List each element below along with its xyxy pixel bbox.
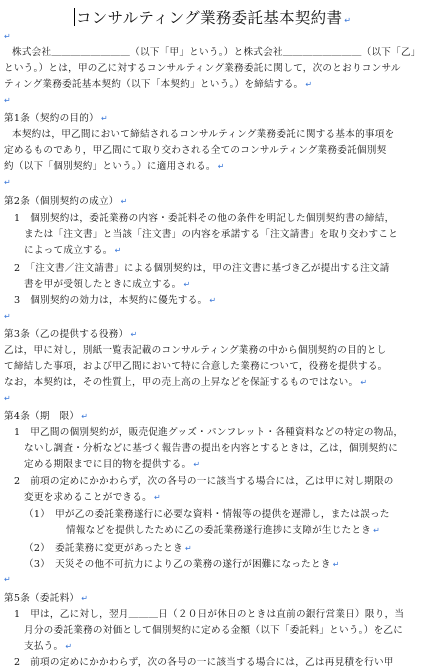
line-text: 変更を求めることができる。 [24, 492, 152, 503]
paragraph-mark-icon: ↵ [120, 197, 128, 206]
paragraph-mark-icon: ↵ [81, 412, 89, 421]
paragraph-mark-icon: ↵ [183, 280, 191, 289]
line-text: 2 前項の定めにかかわらず，次の各号の一に該当する場合には，乙は甲に対し期限の [14, 476, 394, 487]
line-text: 1 甲乙間の個別契約が，販売促進グッズ・パンフレット・各種資料などの特定の物品， [14, 427, 404, 438]
article-5-line-1 [14, 608, 404, 621]
paragraph-mark-icon: ↵ [209, 296, 217, 305]
line-text: なお，本契約は，その性質上，甲の売上高の上昇などを保証するものではない。 [4, 377, 359, 388]
line-text: て締結した事項，および甲乙間において特に合意した業務について，役務を提供する。 [4, 361, 388, 372]
article-4-line-4 [14, 475, 394, 488]
line-text: （3） 天災その他不可抗力により乙の業務の遂行が困難になったとき [24, 559, 331, 570]
line-text: 支払う。 [24, 641, 64, 652]
text-cursor [74, 8, 75, 26]
line-text: 第3条（乙の提供する役務） [4, 329, 129, 340]
line-text: 第4条（期 限） [4, 411, 80, 422]
article-2-heading [4, 195, 128, 208]
line-text: （2） 委託業務に変更があったとき [24, 543, 183, 554]
line-text: 書を甲が受領したときに成立する。 [24, 279, 182, 290]
line-text: という。）とは，甲の乙に対するコンサルティング業務委託に関して，次のとおりコンサル [4, 63, 401, 74]
article-5-heading [4, 592, 88, 605]
line-text: 2 前項の定めにかかわらず，次の各号の一に該当する場合には，乙は再見積を行い甲 [14, 657, 394, 668]
line-text: 月分の委託業務の対価として個別契約に定める金額（以下「委託料」という。）を乙に [24, 625, 404, 636]
line-text: 株式会社＿＿＿＿＿＿＿＿（以下「甲」という。）と株式会社＿＿＿＿＿＿＿＿（以下「乙」 [12, 47, 421, 58]
paragraph-mark-icon: ↵ [81, 594, 89, 603]
article-4-item-2 [24, 542, 192, 555]
article-2-line-2 [24, 228, 398, 241]
line-text: によって成立する。 [24, 245, 113, 256]
line-text: 約（以下「個別契約」という。）に適用される。 [4, 161, 216, 172]
article-2-line-6 [14, 294, 216, 307]
article-3-line-1 [4, 344, 386, 357]
line-text: 第5条（委託料） [4, 593, 80, 604]
line-text: 乙は，甲に対し，別紙一覧表記載のコンサルティング業務の中から個別契約の目的とし [4, 345, 387, 356]
article-4-line-3 [24, 458, 200, 471]
article-2-line-5 [24, 278, 190, 291]
paragraph-mark-icon: ↵ [193, 460, 201, 469]
article-3-line-3 [4, 376, 367, 389]
preamble-line-2 [4, 62, 401, 75]
line-text: 本契約は，甲乙間において締結されるコンサルティング業務委託に関する基本的事項を [12, 129, 395, 140]
paragraph-mark-icon: ↵ [100, 114, 108, 123]
article-4-line-5 [24, 491, 161, 504]
article-4-item-1-line-2 [66, 524, 380, 537]
paragraph-mark-icon: ↵ [305, 80, 313, 89]
article-5-line-3 [24, 640, 72, 653]
paragraph-mark-icon: ↵ [114, 246, 122, 255]
line-text: 定める期限までに目的物を提供する。 [24, 459, 192, 470]
paragraph-mark-icon: ↵ [373, 526, 381, 535]
article-5-line-2 [24, 624, 403, 637]
line-text: 定めるものであり，甲乙間にて取り交わされる全てのコンサルティング業務委託個別契 [4, 145, 387, 156]
paragraph-mark-icon: ↵ [360, 378, 368, 387]
article-4-item-1-line-1 [24, 508, 390, 521]
line-text: 1 甲は，乙に対し，翌月＿＿＿日（２０日が休日のときは直前の銀行営業日）限り，当 [14, 609, 405, 620]
document-title[interactable]: コンサルティング業務委託基本契約書 ↵ [76, 9, 352, 27]
line-text: または「注文書」と当該「注文書」の内容を承諾する「注文請書」を取り交わすこと [24, 229, 399, 240]
paragraph-mark-icon: ↵ [184, 544, 192, 553]
line-text: 1 個別契約は，委託業務の内容・委託料その他の条件を明記した個別契約書の締結， [14, 213, 395, 224]
paragraph-mark-icon: ↵ [4, 312, 11, 321]
article-5-line-4 [14, 656, 394, 669]
line-text: 第2条（個別契約の成立） [4, 196, 119, 207]
line-text: 第1条（契約の目的） [4, 113, 99, 124]
article-1-line-1 [12, 128, 394, 141]
article-4-item-3 [24, 558, 340, 571]
paragraph-mark-icon: ↵ [4, 178, 11, 187]
article-2-line-3 [24, 244, 122, 257]
paragraph-mark-icon: ↵ [4, 575, 11, 584]
article-1-line-2 [4, 144, 386, 157]
article-1-heading [4, 112, 108, 125]
article-4-line-1 [14, 426, 403, 439]
article-4-heading [4, 410, 88, 423]
article-3-line-2 [4, 360, 388, 373]
line-text: （1） 甲が乙の委託業務遂行に必要な資料・情報等の提供を遅滞し，または誤った [24, 509, 390, 520]
paragraph-mark-icon: ↵ [332, 560, 340, 569]
paragraph-mark-icon: ↵ [217, 162, 225, 171]
article-4-line-2 [24, 442, 398, 455]
paragraph-mark-icon: ↵ [153, 493, 161, 502]
line-text: ティング業務委託基本契約（以下「本契約」という。）を締結する。 [4, 79, 304, 90]
article-2-line-4 [14, 262, 390, 275]
paragraph-mark-icon: ↵ [130, 330, 138, 339]
paragraph-mark-icon: ↵ [4, 96, 11, 105]
preamble-line-3 [4, 78, 312, 91]
paragraph-mark-icon: ↵ [4, 32, 11, 41]
line-text: ないし調査・分析などに基づく報告書の提出を内容とするときは，乙は，個別契約に [24, 443, 399, 454]
paragraph-mark-icon: ↵ [65, 642, 73, 651]
article-1-line-3 [4, 160, 225, 173]
line-text: 2 「注文書／注文請書」による個別契約は，甲の注文書に基づき乙が提出する注文請 [14, 263, 390, 274]
line-text: 3 個別契約の効力は，本契約に優先する。 [14, 295, 208, 306]
preamble-line-1 [12, 46, 421, 59]
paragraph-mark-icon: ↵ [344, 16, 352, 25]
paragraph-mark-icon: ↵ [4, 394, 11, 403]
article-2-line-1 [14, 212, 394, 225]
article-3-heading [4, 328, 137, 341]
line-text: 情報などを提供したために乙の委託業務遂行進捗に支障が生じたとき [66, 525, 372, 536]
